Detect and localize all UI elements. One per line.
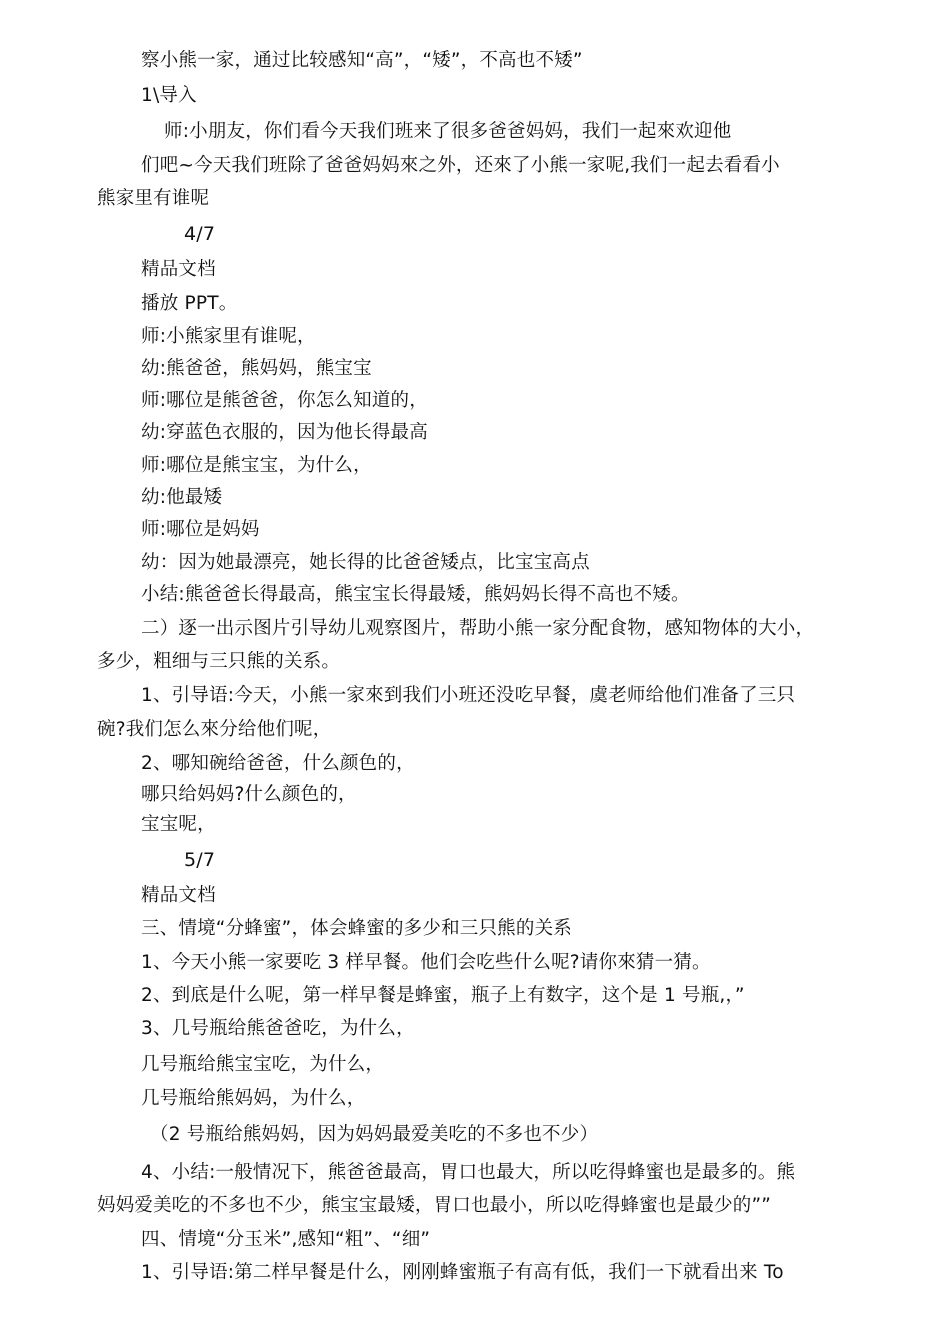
text-line: 1、今天小熊一家要吃 3 样早餐。他们会吃些什么呢?请你來猜一猜。 xyxy=(141,952,711,973)
text-line: 多少，粗细与三只熊的关系。 xyxy=(97,651,341,672)
text-line: 师:哪位是熊宝宝，为什么， xyxy=(141,455,372,476)
section-heading: 三、情境“分蜂蜜”，体会蜂蜜的多少和三只熊的关系 xyxy=(141,918,572,939)
summary-line: 小结:熊爸爸长得最高，熊宝宝长得最矮，熊妈妈长得不高也不矮。 xyxy=(141,584,690,605)
section-heading: 四、情境“分玉米”,感知“粗”、“细” xyxy=(141,1229,431,1250)
text-line: 幼:熊爸爸，熊妈妈，熊宝宝 xyxy=(141,358,372,379)
text-line: 师:哪位是熊爸爸，你怎么知道的， xyxy=(141,390,428,411)
text-line: 哪只给妈妈?什么颜色的， xyxy=(141,784,357,805)
text-line: 几号瓶给熊妈妈，为什么， xyxy=(141,1088,366,1109)
summary-line: 4、小结:一般情况下，熊爸爸最高，胃口也最大，所以吃得蜂蜜也是最多的。熊 xyxy=(141,1162,796,1183)
page-number: 4/7 xyxy=(184,223,216,245)
section-heading: 1\导入 xyxy=(141,85,197,106)
text-line: 师:哪位是妈妈 xyxy=(141,519,260,540)
text-line: 察小熊一家，通过比较感知“高”，“矮”，不高也不矮” xyxy=(141,50,583,71)
page-number: 5/7 xyxy=(184,849,216,871)
text-line: 2、哪知碗给爸爸，什么颜色的， xyxy=(141,753,415,774)
text-line: 妈妈爱美吃的不多也不少，熊宝宝最矮，胃口也最小，所以吃得蜂蜜也是最少的”” xyxy=(97,1195,772,1216)
text-line: 碗?我们怎么來分给他们呢， xyxy=(97,719,332,740)
watermark-label: 精品文档 xyxy=(141,259,216,280)
text-line: （2 号瓶给熊妈妈，因为妈妈最爱美吃的不多也不少） xyxy=(150,1124,599,1145)
text-line: 师:小熊家里有谁呢， xyxy=(141,326,316,347)
text-line: 宝宝呢， xyxy=(141,814,216,835)
watermark-label: 精品文档 xyxy=(141,885,216,906)
section-heading: 二）逐一出示图片引导幼儿观察图片，帮助小熊一家分配食物，感知物体的大小， xyxy=(141,618,815,639)
text-line: 1、引导语:第二样早餐是什么，刚刚蜂蜜瓶子有高有低，我们一下就看出来 To xyxy=(141,1262,784,1283)
text-line: 幼:穿蓝色衣服的，因为他长得最高 xyxy=(141,422,428,443)
text-line: 幼：因为她最漂亮，她长得的比爸爸矮点，比宝宝高点 xyxy=(141,552,590,573)
text-line: 熊家里有谁呢 xyxy=(97,188,210,209)
text-line: 2、到底是什么呢，第一样早餐是蜂蜜，瓶子上有数字，这个是 1 号瓶,，” xyxy=(141,985,745,1006)
text-line: 3、几号瓶给熊爸爸吃，为什么， xyxy=(141,1018,415,1039)
text-line: 几号瓶给熊宝宝吃，为什么， xyxy=(141,1054,385,1075)
text-line: 播放 PPT。 xyxy=(141,293,238,314)
text-line: 幼:他最矮 xyxy=(141,487,223,508)
text-line: 师:小朋友，你们看今天我们班来了很多爸爸妈妈，我们一起來欢迎他 xyxy=(164,121,732,142)
text-line: 们吧~今天我们班除了爸爸妈妈來之外，还來了小熊一家呢,我们一起去看看小 xyxy=(141,155,780,176)
text-line: 1、引导语:今天，小熊一家來到我们小班还没吃早餐，虞老师给他们准备了三只 xyxy=(141,685,796,706)
